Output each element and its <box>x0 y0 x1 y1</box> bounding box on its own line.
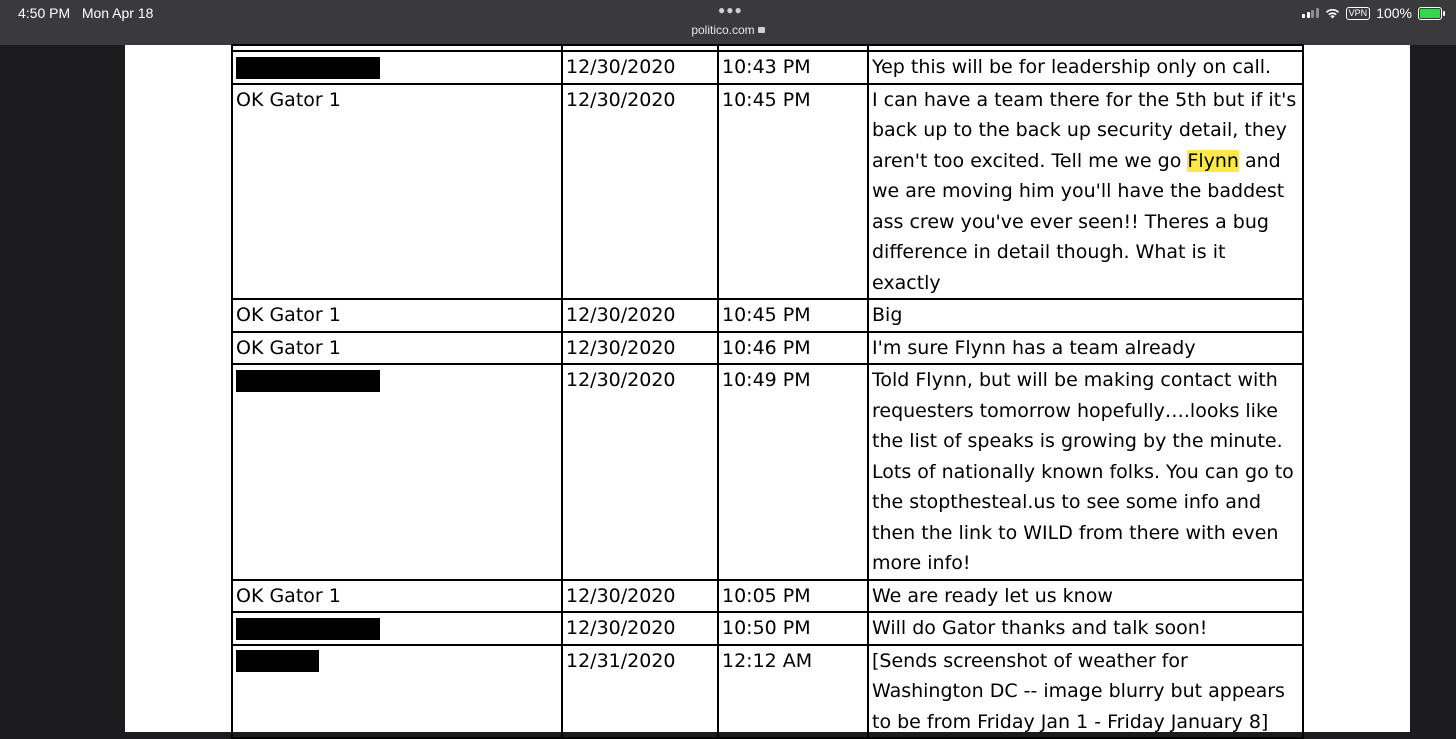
time-cell: 12:12 AM <box>718 645 868 739</box>
time-cell: 10:45 PM <box>718 299 868 332</box>
message-cell: I can have a team there for the 5th but if it's back up to the back up security detail, they aren't too excited. Tell me we go Flynn and we are moving him you'll have the baddest ass crew you've ever seen!! Theres a bug difference in detail though. What is it exactly <box>868 84 1303 300</box>
lock-icon <box>758 27 765 33</box>
sender-cell <box>232 612 562 645</box>
table-row <box>232 299 1303 332</box>
redaction-block <box>236 618 380 640</box>
sender-cell: OK Gator 1 <box>232 299 562 332</box>
table-row <box>232 51 1303 84</box>
redaction-block <box>236 57 380 79</box>
sender-cell: OK Gator 1 <box>232 84 562 300</box>
url-text: politico.com <box>691 23 755 37</box>
status-bar <box>0 0 1456 45</box>
time-cell: 10:50 PM <box>718 612 868 645</box>
table-row <box>232 84 1303 300</box>
redaction-block <box>236 650 319 672</box>
date-cell: 12/30/2020 <box>562 299 718 332</box>
table-row <box>232 332 1303 365</box>
address-bar[interactable] <box>0 23 1456 37</box>
sender-cell: OK Gator 1 <box>232 580 562 613</box>
battery-icon <box>1418 7 1442 20</box>
time-cell: 10:45 PM <box>718 84 868 300</box>
table-row <box>232 645 1303 739</box>
message-cell: I'm sure Flynn has a team already <box>868 332 1303 365</box>
message-cell: Will do Gator thanks and talk soon! <box>868 612 1303 645</box>
date-cell: 12/30/2020 <box>562 580 718 613</box>
message-cell: Told Flynn, but will be making contact with requesters tomorrow hopefully….looks like the list of speaks is growing by the minute. Lots of nationally known folks. You can go to the stopthesteal.us to see some info and then the link to WILD from there with even more info! <box>868 364 1303 580</box>
wifi-icon <box>1325 8 1340 19</box>
status-date: Mon Apr 18 <box>81 5 154 21</box>
time-cell: 10:43 PM <box>718 51 868 84</box>
time-cell: 10:46 PM <box>718 332 868 365</box>
message-table <box>231 44 1304 739</box>
sender-cell <box>232 364 562 580</box>
message-cell: [Sends screenshot of weather for Washington DC -- image blurry but appears to be from Friday Jan 1 - Friday January 8] <box>868 645 1303 739</box>
sender-cell: OK Gator 1 <box>232 332 562 365</box>
status-time: 4:50 PM Mon Apr 18 <box>18 5 154 21</box>
time-cell: 10:49 PM <box>718 364 868 580</box>
table-row <box>232 580 1303 613</box>
date-cell: 12/30/2020 <box>562 612 718 645</box>
date-cell: 12/30/2020 <box>562 84 718 300</box>
vpn-icon: VPN <box>1346 7 1371 20</box>
message-cell: Yep this will be for leadership only on call. <box>868 51 1303 84</box>
highlighted-text: Flynn <box>1187 149 1239 172</box>
redaction-block <box>236 370 380 392</box>
table-row <box>232 364 1303 580</box>
message-cell: Big <box>868 299 1303 332</box>
date-cell: 12/30/2020 <box>562 364 718 580</box>
signal-icon <box>1302 8 1319 18</box>
date-cell: 12/30/2020 <box>562 332 718 365</box>
battery-percent: 100% <box>1376 5 1412 21</box>
date-cell: 12/30/2020 <box>562 51 718 84</box>
message-cell: We are ready let us know <box>868 580 1303 613</box>
table-row <box>232 612 1303 645</box>
time-cell: 10:05 PM <box>718 580 868 613</box>
date-cell: 12/31/2020 <box>562 645 718 739</box>
sender-cell <box>232 645 562 739</box>
multitasking-dots-icon[interactable]: ●●● <box>718 3 743 17</box>
document-page <box>125 45 1410 732</box>
sender-cell <box>232 51 562 84</box>
